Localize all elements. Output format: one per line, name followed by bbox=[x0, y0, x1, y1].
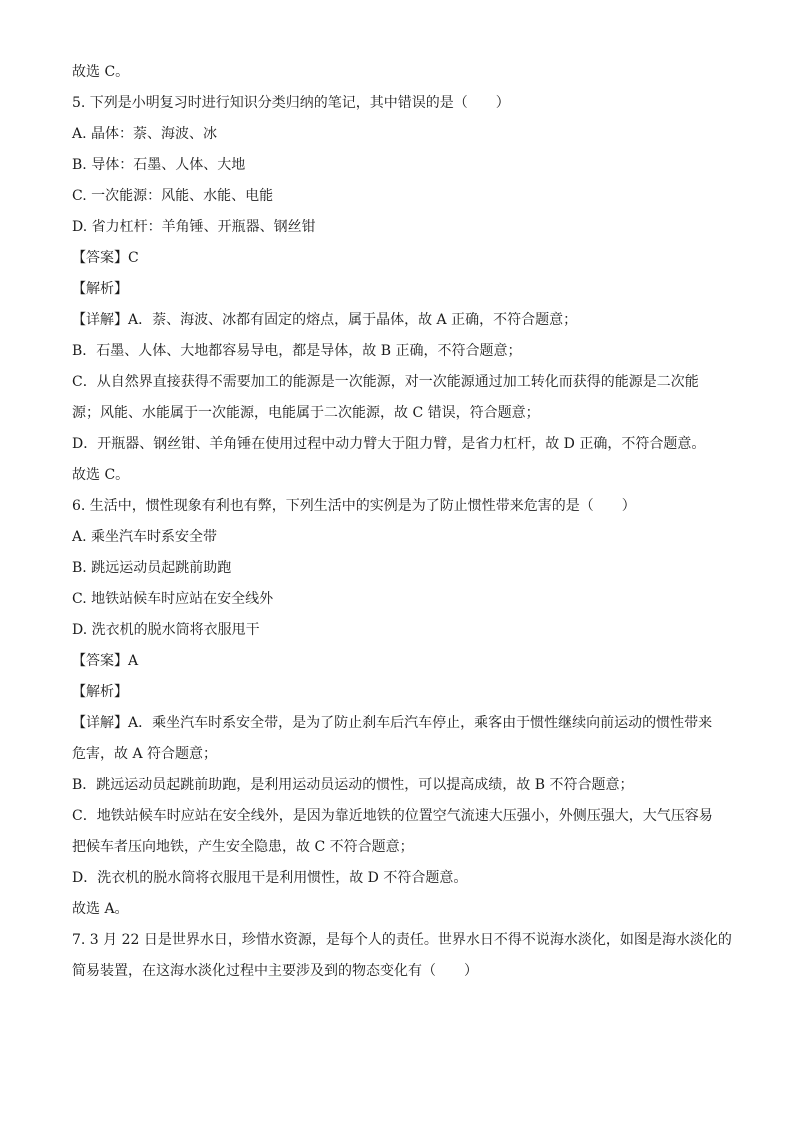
detail-line: C．从自然界直接获得不需要加工的能源是一次能源，对一次能源通过加工转化而获得的能源是二次能 bbox=[72, 374, 699, 390]
detail-line: 【详解】A．萘、海波、冰都有固定的熔点，属于晶体，故 A 正确，不符合题意； bbox=[72, 312, 578, 328]
answer-label: 【答案】A bbox=[72, 653, 139, 669]
analysis-label: 【解析】 bbox=[72, 281, 128, 297]
question-6-stem: 6. 生活中，惯性现象有利也有弊，下列生活中的实例是为了防止惯性带来危害的是（ ） bbox=[72, 498, 636, 514]
option-d: D. 洗衣机的脱水筒将衣服甩干 bbox=[72, 622, 260, 638]
option-b: B. 导体：石墨、人体、大地 bbox=[72, 157, 246, 173]
question-5-stem: 5. 下列是小明复习时进行知识分类归纳的笔记，其中错误的是（ ） bbox=[72, 95, 510, 111]
conclusion-line: 故选 A。 bbox=[72, 901, 129, 917]
conclusion-line: 故选 C。 bbox=[72, 467, 130, 483]
option-a: A. 晶体：萘、海波、冰 bbox=[72, 126, 218, 142]
detail-line: 危害，故 A 符合题意； bbox=[72, 746, 218, 762]
option-b: B. 跳远运动员起跳前助跑 bbox=[72, 560, 232, 576]
option-c: C. 地铁站候车时应站在安全线外 bbox=[72, 591, 274, 607]
detail-line: B．石墨、人体、大地都容易导电，都是导体，故 B 正确，不符合题意； bbox=[72, 343, 522, 359]
option-a: A. 乘坐汽车时系安全带 bbox=[72, 529, 218, 545]
answer-label: 【答案】C bbox=[72, 250, 139, 266]
detail-line: 把候车者压向地铁，产生安全隐患，故 C 不符合题意； bbox=[72, 839, 414, 855]
analysis-label: 【解析】 bbox=[72, 684, 128, 700]
detail-line: D．开瓶器、钢丝钳、羊角锤在使用过程中动力臂大于阻力臂，是省力杠杆，故 D 正确，不符合题意。 bbox=[72, 436, 706, 452]
detail-line: 源；风能、水能属于一次能源，电能属于二次能源，故 C 错误，符合题意； bbox=[72, 405, 540, 421]
text-line: 故选 C。 bbox=[72, 64, 130, 80]
detail-line: D．洗衣机的脱水筒将衣服甩干是利用惯性，故 D 不符合题意。 bbox=[72, 870, 468, 886]
detail-line: C．地铁站候车时应站在安全线外，是因为靠近地铁的位置空气流速大压强小，外侧压强大，大气压容易 bbox=[72, 808, 713, 824]
detail-line: B．跳远运动员起跳前助跑，是利用运动员运动的惯性，可以提高成绩，故 B 不符合题意； bbox=[72, 777, 634, 793]
option-d: D. 省力杠杆：羊角锤、开瓶器、钢丝钳 bbox=[72, 219, 316, 235]
detail-line: 【详解】A．乘坐汽车时系安全带，是为了防止刹车后汽车停止，乘客由于惯性继续向前运动的惯性带来 bbox=[72, 715, 713, 731]
option-c: C. 一次能源：风能、水能、电能 bbox=[72, 188, 274, 204]
question-7-stem: 简易装置，在这海水淡化过程中主要涉及到的物态变化有（ ） bbox=[72, 963, 478, 979]
question-7-stem: 7. 3 月 22 日是世界水日，珍惜水资源，是每个人的责任。世界水日不得不说海水淡化，如图是海水淡化的 bbox=[72, 932, 732, 948]
